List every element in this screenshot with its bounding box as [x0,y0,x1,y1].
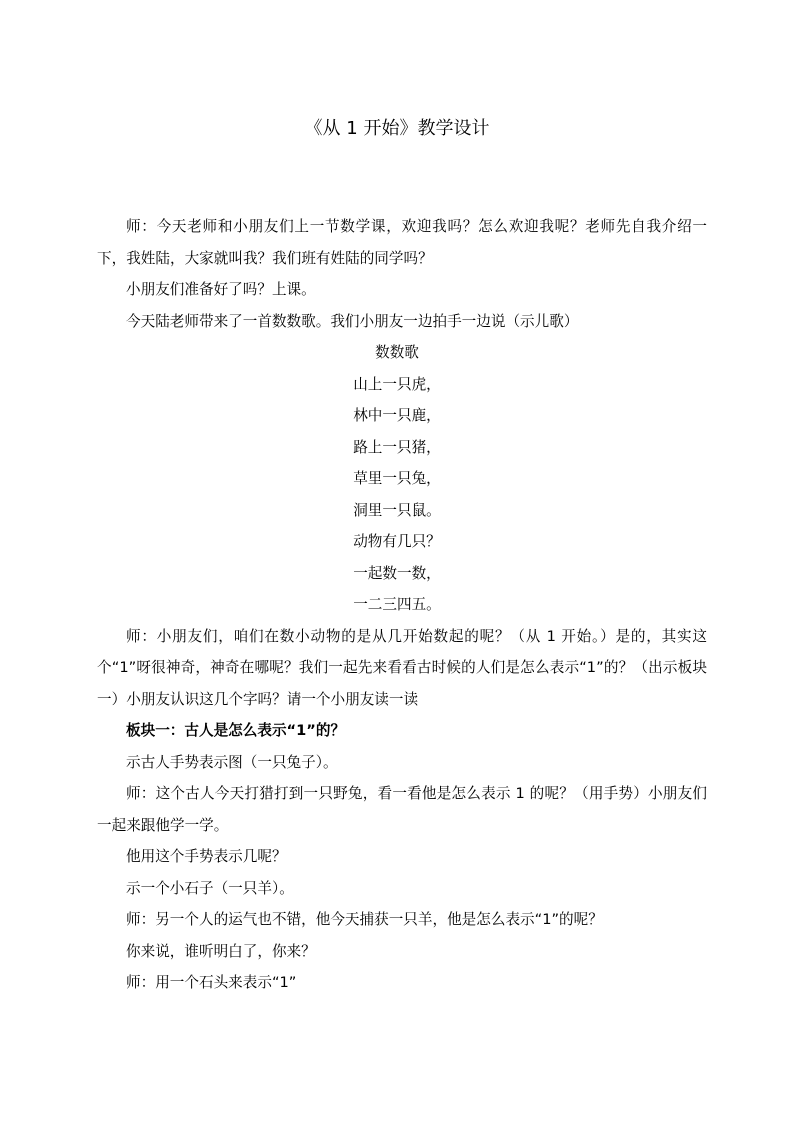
paragraph-show-gesture: 示古人手势表示图（一只兔子）。 [126,753,338,771]
poem-line: 一二三四五。 [353,596,441,613]
poem-line: 草里一只兔， [353,470,441,487]
paragraph-ready: 小朋友们准备好了吗？上课。 [126,281,316,298]
paragraph-who-understands: 你来说，谁听明白了，你来？ [126,942,316,960]
poem-line: 山上一只虎， [353,375,441,393]
poem [97,337,707,621]
section-heading: 板块一：古人是怎么表示“1”的？ [126,722,346,739]
paragraph-sheep: 师：另一个人的运气也不错，他今天捕获一只羊，他是怎么表示“1”的呢？ [126,911,603,928]
paragraph-show-stone: 示一个小石子（一只羊）。 [126,879,294,897]
paragraph-greeting: 师：今天老师和小朋友们上一节数学课，欢迎我吗？怎么欢迎我呢？老师先自我介绍一下，我姓陆，大家就叫我？我们班有姓陆的同学吗？ [97,218,707,267]
poem-line: 路上一只猪， [353,438,441,456]
paragraph-gesture-question: 他用这个手势表示几呢？ [126,848,287,865]
poem-line: 一起数一数， [353,564,441,582]
paragraph-stone-answer: 师：用一个石头来表示“1” [126,974,297,991]
document-title: 《从 1 开始》教学设计 [304,118,490,139]
poem-line: 洞里一只鼠。 [353,501,441,519]
paragraph-counting-question: 师：小朋友们，咱们在数小动物的是从几开始数起的呢？（从 1 开始。）是的，其实这个“1”呀很神奇，神奇在哪呢？我们一起先来看看古时候的人们是怎么表示“1”的？（出示板块一）小朋友认识这几个字吗？请一个小朋友读一读 [97,627,707,708]
poem-line: 林中一只鹿， [353,407,441,424]
poem-title: 数数歌 [375,344,419,361]
paragraph-hunter: 师：这个古人今天打猎打到一只野兔，看一看他是怎么表示 1 的呢？（用手势）小朋友们一起来跟他学一学。 [97,785,707,834]
paragraph-song-intro: 今天陆老师带来了一首数数歌。我们小朋友一边拍手一边说（示儿歌） [126,312,579,330]
poem-line: 动物有几只？ [353,533,441,550]
document-body [97,211,707,999]
